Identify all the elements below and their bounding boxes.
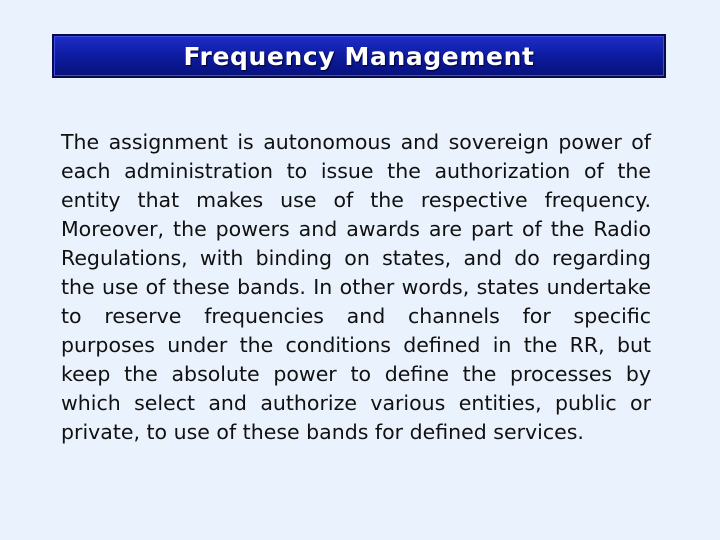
slide-body-text: The assignment is autonomous and sovereign power of each administration to issue the authorization of the entity that makes use of the respective frequency. Moreover, the powers and awards are part of the Radio Regulations, with binding on states, and do regarding the use of these bands. In other words, states undertake to reserve frequencies and channels for specific purposes under the conditions defined in the RR, but keep the absolute power to define the processes by which select and authorize various entities, public or private, to use of these bands for defined services.: [61, 130, 651, 444]
title-bar: [52, 34, 666, 78]
slide-title: Frequency Management: [183, 41, 535, 71]
